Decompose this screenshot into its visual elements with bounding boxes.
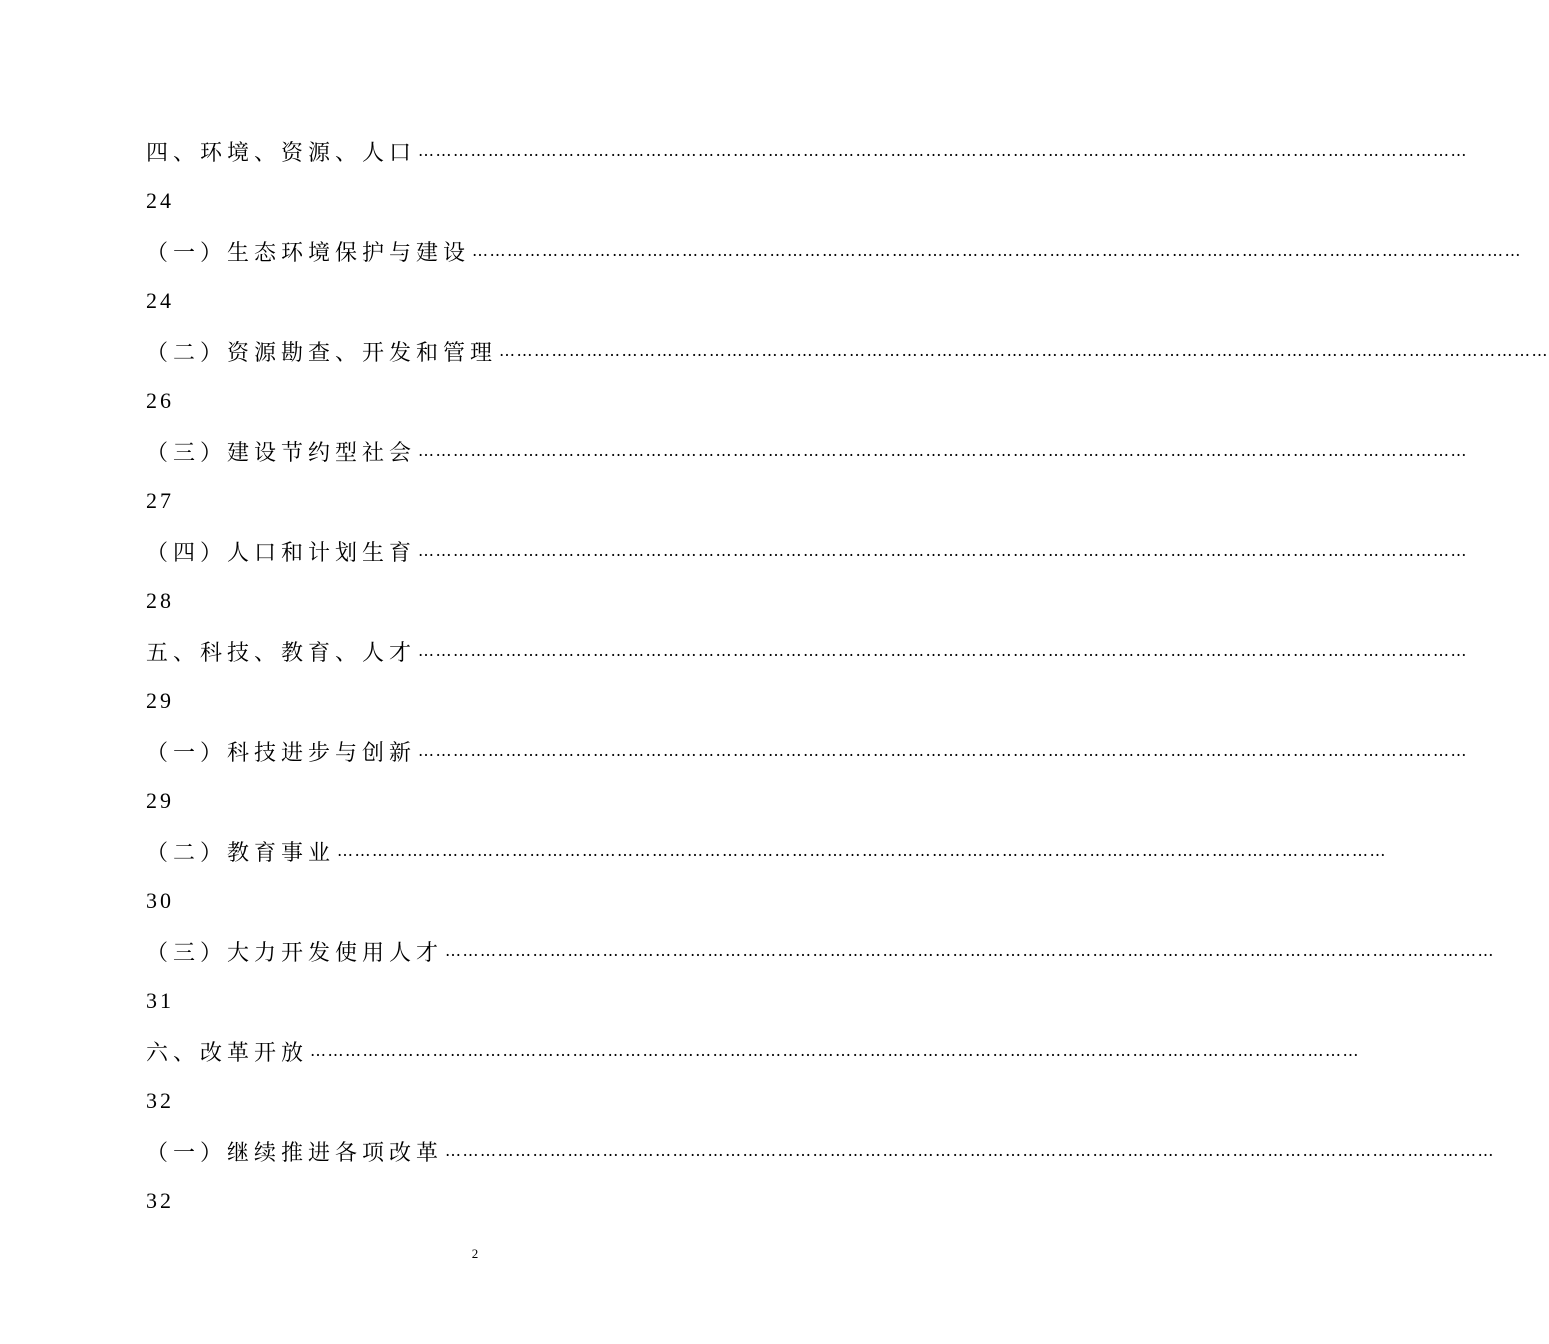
dot-leader: ………………………………………………………………………………………………………………………………………………………………: [418, 141, 1469, 160]
toc-entry-title: （四）人口和计划生育: [146, 540, 417, 566]
toc-entry-line: [146, 726, 1469, 776]
toc-entry-page-number: 32: [146, 1088, 174, 1113]
toc-entry-line: [146, 226, 1523, 276]
toc-entry[interactable]: [146, 426, 1469, 526]
toc-entry-page-number: 27: [146, 488, 174, 513]
toc-entry-page-number: 31: [146, 988, 174, 1013]
toc-entry-page-number: 29: [146, 788, 174, 813]
toc-entry-title: （一）科技进步与创新: [146, 740, 417, 766]
toc-entry-page-number: 30: [146, 888, 174, 913]
toc-entry-title: 五、科技、教育、人才: [146, 640, 417, 666]
toc-entry-line: [146, 426, 1469, 476]
dot-leader: ………………………………………………………………………………………………………………………………………………………………: [310, 1041, 1361, 1060]
toc-entry-page-number: 29: [146, 688, 174, 713]
toc-entry-title: （三）建设节约型社会: [146, 440, 417, 466]
dot-leader: ………………………………………………………………………………………………………………………………………………………………: [418, 541, 1469, 560]
toc-entry[interactable]: [146, 726, 1469, 826]
dot-leader: ………………………………………………………………………………………………………………………………………………………………: [445, 941, 1496, 960]
toc-entry[interactable]: [146, 126, 1469, 226]
toc-entry-title: 六、改革开放: [146, 1040, 309, 1066]
toc-entry-title: （二）教育事业: [146, 840, 336, 866]
toc-entry-title: （三）大力开发使用人才: [146, 940, 444, 966]
toc-entry[interactable]: [146, 1126, 1496, 1226]
toc-entry-title: （二）资源勘查、开发和管理: [146, 340, 498, 366]
toc-entry-line: [146, 626, 1469, 676]
toc-entry-line: [146, 926, 1496, 976]
toc-entry[interactable]: [146, 926, 1496, 1026]
dot-leader: ………………………………………………………………………………………………………………………………………………………………: [418, 441, 1469, 460]
toc-entry-page-number: 24: [146, 188, 174, 213]
toc-entry-title: 四、环境、资源、人口: [146, 140, 417, 166]
toc-entry[interactable]: [146, 1026, 1361, 1126]
toc-entry[interactable]: [146, 226, 1523, 326]
toc-entry[interactable]: [146, 526, 1469, 626]
dot-leader: ………………………………………………………………………………………………………………………………………………………………: [472, 241, 1523, 260]
dot-leader: ………………………………………………………………………………………………………………………………………………………………: [499, 341, 1549, 360]
toc-entry[interactable]: [146, 826, 1388, 926]
toc-entry-line: [146, 126, 1469, 176]
toc-entry-title: （一）生态环境保护与建设: [146, 240, 471, 266]
dot-leader: ………………………………………………………………………………………………………………………………………………………………: [418, 741, 1469, 760]
toc-entry-title: （一）继续推进各项改革: [146, 1140, 444, 1166]
toc-entry-line: [146, 1126, 1496, 1176]
dot-leader: ………………………………………………………………………………………………………………………………………………………………: [445, 1141, 1496, 1160]
dot-leader: ………………………………………………………………………………………………………………………………………………………………: [418, 641, 1469, 660]
toc-entry-page-number: 32: [146, 1188, 174, 1213]
toc-entry-line: [146, 1026, 1361, 1076]
toc-entry[interactable]: [146, 626, 1469, 726]
dot-leader: ………………………………………………………………………………………………………………………………………………………………: [337, 841, 1388, 860]
table-of-contents: [146, 126, 1549, 1226]
page-number: 2: [471, 1246, 479, 1261]
toc-entry-page-number: 28: [146, 588, 174, 613]
toc-entry-line: [146, 326, 1549, 376]
toc-entry-line: [146, 826, 1388, 876]
toc-entry-page-number: 24: [146, 288, 174, 313]
toc-entry[interactable]: [146, 326, 1549, 426]
toc-entry-line: [146, 526, 1469, 576]
toc-entry-page-number: 26: [146, 388, 174, 413]
